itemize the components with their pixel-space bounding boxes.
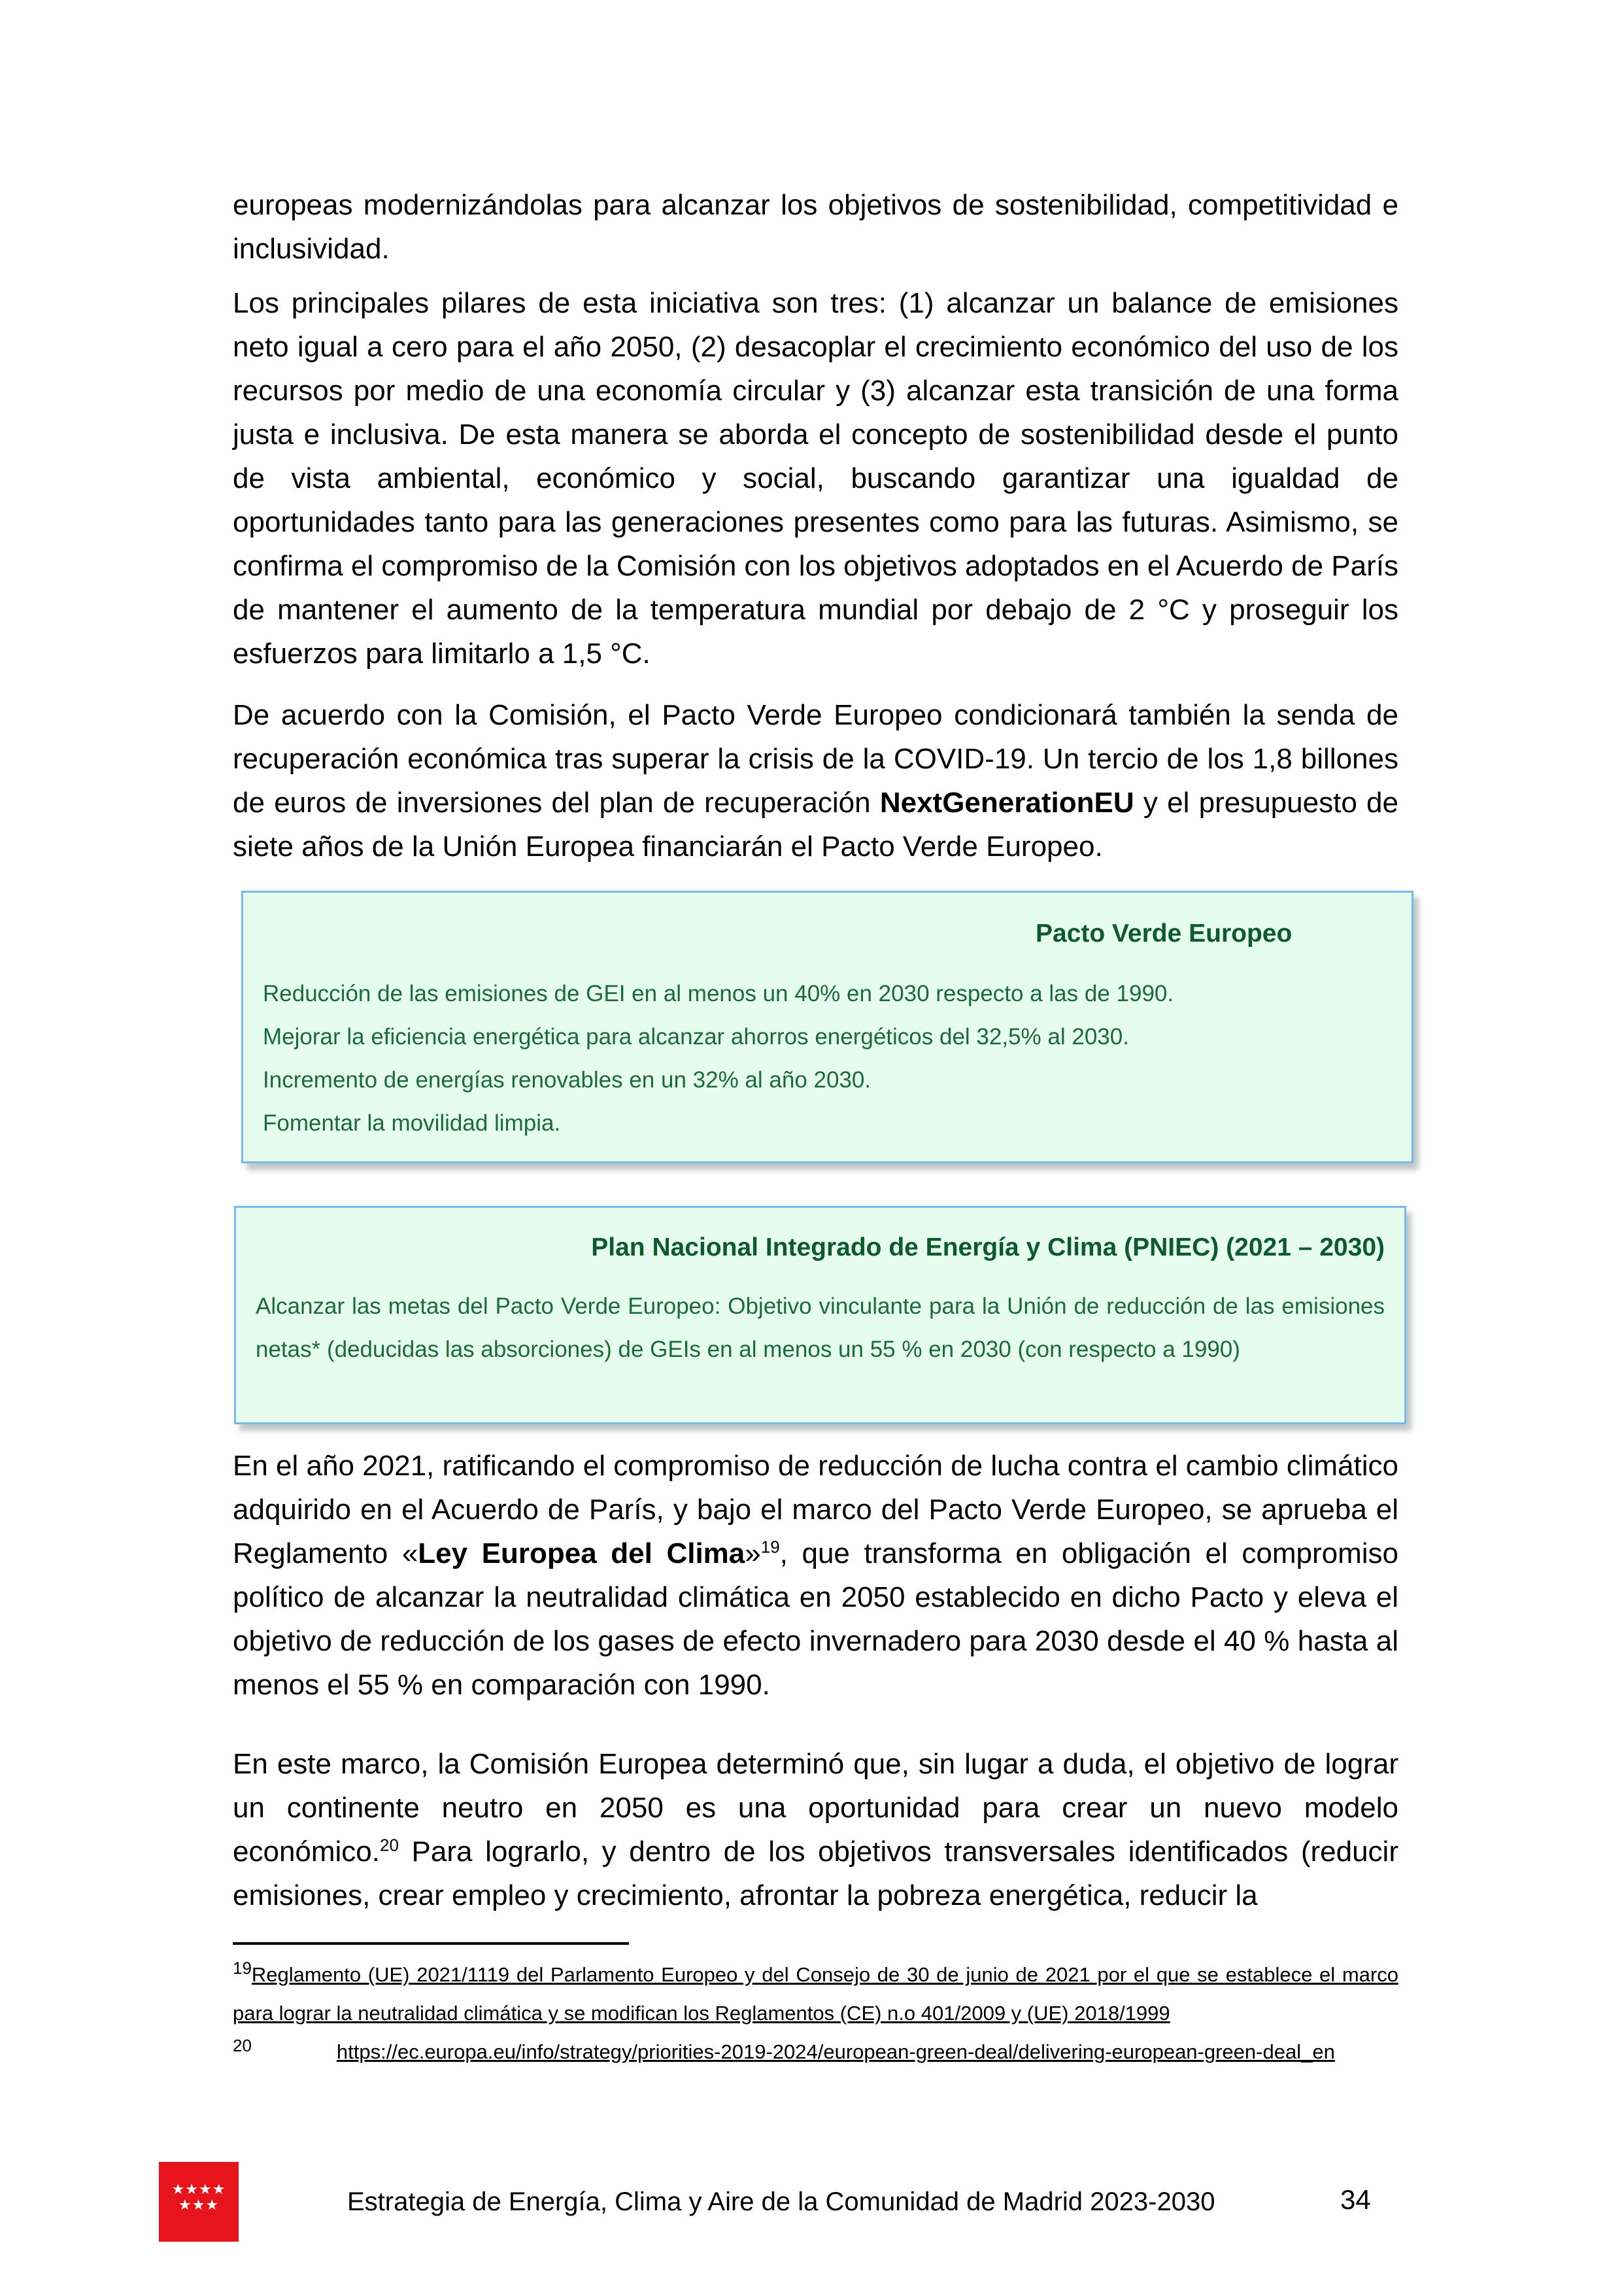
footnote-ref[interactable]: 19 bbox=[760, 1537, 780, 1557]
text: » bbox=[745, 1537, 761, 1569]
pniec-box bbox=[234, 1206, 1406, 1424]
footnote-divider bbox=[233, 1942, 629, 1945]
box-title: Plan Nacional Integrado de Energía y Clima (PNIEC) (2021 – 2030) bbox=[591, 1233, 1385, 1261]
stars-icon: ★★★★ ★★★ bbox=[171, 2181, 226, 2213]
box-item: Incremento de energías renovables en un 32% al año 2030. bbox=[263, 1067, 871, 1093]
footnote-ref[interactable]: 20 bbox=[380, 1835, 399, 1855]
footnote-19 bbox=[233, 1955, 1398, 2032]
paragraph-4 bbox=[233, 1444, 1398, 1707]
comunidad-madrid-logo bbox=[159, 2162, 239, 2242]
pacto-verde-box bbox=[241, 891, 1413, 1163]
paragraph-3 bbox=[233, 693, 1398, 868]
footnote-number: 19 bbox=[233, 1958, 252, 1978]
paragraph-1: europeas modernizándolas para alcanzar los objetivos de sostenibilidad, competitividad e inclusividad. bbox=[233, 189, 1398, 265]
bold-text: Ley Europea del Clima bbox=[418, 1537, 745, 1569]
box-item: Mejorar la eficiencia energética para alcanzar ahorros energéticos del 32,5% al 2030. bbox=[263, 1024, 1129, 1050]
paragraph-2: Los principales pilares de esta iniciativa son tres: (1) alcanzar un balance de emisiones neto igual a cero para el año 2050, (2) desacoplar el crecimiento económico del uso de los recursos por medio de una economía circular y (3) alcanzar esta transición de una forma justa e inclusiva. De esta manera se aborda el concepto de sostenibilidad desde el punto de vista ambiental, económico y social, buscando garantizar una igualdad de oportunidades tanto para las generaciones presentes como para las futuras. Asimismo, se confirma el compromiso de la Comisión con los objetivos adoptados en el Acuerdo de París de mantener el aumento de la temperatura mundial por debajo de 2 °C y proseguir los esfuerzos para limitarlo a 1,5 °C. bbox=[233, 287, 1398, 670]
text: Para lograrlo, y dentro de los objetivos transversales identificados (reducir emisiones, crear empleo y crecimiento, afrontar la pobreza energética, reducir la bbox=[233, 1836, 1398, 1911]
bold-text: NextGenerationEU bbox=[879, 787, 1134, 819]
box-item: Fomentar la movilidad limpia. bbox=[263, 1110, 561, 1136]
box-title: Pacto Verde Europeo bbox=[1036, 919, 1293, 948]
text: y el presupuesto de siete años de la Unión Europea financiarán el Pacto Verde Europeo. bbox=[233, 787, 1398, 863]
footer-title: Estrategia de Energía, Clima y Aire de la Comunidad de Madrid 2023-2030 bbox=[347, 2187, 1215, 2216]
text: De acuerdo con la Comisión, el Pacto Verde Europeo condicionará también la senda de recuperación económica tras superar la crisis de la COVID-19. Un tercio de los 1,8 billones de euros de inversiones del plan de recuperación bbox=[233, 699, 1398, 819]
box-text: Alcanzar las metas del Pacto Verde Europeo: Objetivo vinculante para la Unión de reducción de las emisiones netas* (deducidas las absorciones) de GEIs en al menos un 55 % en 2030 (con respecto a 1990) bbox=[256, 1293, 1385, 1362]
text: , que transforma en obligación el compromiso político de alcanzar la neutralidad climática en 2050 establecido en dicho Pacto y eleva el objetivo de reducción de los gases de efecto invernadero para 2030 desde el 40 % hasta al menos el 55 % en comparación con 1990. bbox=[233, 1537, 1398, 1701]
footnote-link[interactable]: Reglamento (UE) 2021/1119 del Parlamento Europeo y del Consejo de 30 de junio de 2021 por el que se establece el marco para lograr la neutralidad climática y se modifican los Reglamentos (CE) n.o 401/2009 y (UE) 2018/1999 bbox=[233, 1963, 1398, 2025]
footnote-link[interactable]: https://ec.europa.eu/info/strategy/priorities-2019-2024/european-green-deal/delivering-european-green-deal_en bbox=[336, 2040, 1335, 2063]
page-number: 34 bbox=[1340, 2184, 1371, 2215]
paragraph-5 bbox=[233, 1742, 1398, 1917]
text: En el año 2021, ratificando el compromiso de reducción de lucha contra el cambio climático adquirido en el Acuerdo de París, y bajo el marco del Pacto Verde Europeo, se aprueba el Reglamento « bbox=[233, 1450, 1398, 1569]
footnote-20 bbox=[233, 2032, 1398, 2071]
text: En este marco, la Comisión Europea determinó que, sin lugar a duda, el objetivo de lograr un continente neutro en 2050 es una oportunidad para crear un nuevo modelo económico. bbox=[233, 1748, 1398, 1868]
footnote-number: 20 bbox=[233, 2035, 252, 2055]
box-item: Reducción de las emisiones de GEI en al menos un 40% en 2030 respecto a las de 1990. bbox=[263, 981, 1174, 1006]
